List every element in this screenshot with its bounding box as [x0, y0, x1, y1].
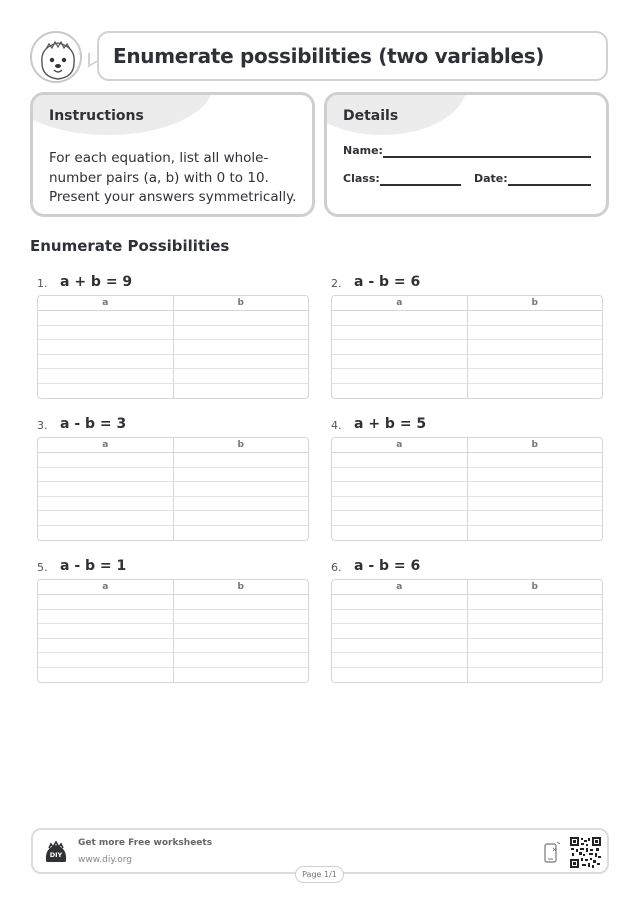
table-row[interactable]: [38, 369, 308, 384]
answer-table[interactable]: [331, 579, 603, 683]
diy-logo-icon: [43, 840, 69, 866]
table-row[interactable]: [332, 624, 602, 639]
column-header-a: a: [396, 298, 403, 308]
class-label: Class:: [343, 172, 380, 185]
problem-number: 3.: [37, 419, 48, 432]
column-header-b: b: [467, 296, 603, 310]
phone-icon: [543, 840, 561, 864]
table-row[interactable]: [332, 497, 602, 512]
class-field[interactable]: [380, 184, 461, 186]
table-row[interactable]: [332, 453, 602, 468]
problem-equation: a + b = 9: [60, 274, 133, 290]
table-row[interactable]: [38, 653, 308, 668]
table-row[interactable]: [38, 595, 308, 610]
table-row[interactable]: [38, 384, 308, 399]
section-title: Enumerate Possibilities: [30, 237, 230, 255]
problem-equation: a - b = 6: [354, 274, 421, 290]
date-label: Date:: [474, 172, 508, 185]
answer-table[interactable]: [37, 579, 309, 683]
table-row[interactable]: [332, 526, 602, 541]
problem-number: 6.: [331, 561, 342, 574]
column-header-b: b: [467, 438, 603, 452]
answer-table[interactable]: [331, 295, 603, 399]
name-label: Name:: [343, 144, 383, 157]
column-header-a: a: [396, 582, 403, 592]
table-row[interactable]: [38, 668, 308, 683]
column-header-b: b: [173, 580, 309, 594]
table-row[interactable]: [38, 311, 308, 326]
problem-number: 2.: [331, 277, 342, 290]
instructions-heading: Instructions: [49, 108, 144, 124]
date-field[interactable]: [508, 184, 591, 186]
answer-table[interactable]: [331, 437, 603, 541]
table-row[interactable]: [38, 453, 308, 468]
table-row[interactable]: [38, 610, 308, 625]
table-row[interactable]: [38, 511, 308, 526]
column-header-b: b: [173, 296, 309, 310]
table-row[interactable]: [332, 311, 602, 326]
column-header-a: a: [102, 298, 109, 308]
problem-equation: a + b = 5: [354, 416, 427, 432]
column-header-a: a: [396, 440, 403, 450]
problem-number: 4.: [331, 419, 342, 432]
problem-equation: a - b = 6: [354, 558, 421, 574]
table-row[interactable]: [332, 595, 602, 610]
table-row[interactable]: [332, 511, 602, 526]
table-row[interactable]: [38, 340, 308, 355]
table-row[interactable]: [332, 326, 602, 341]
problem-equation: a - b = 3: [60, 416, 127, 432]
table-row[interactable]: [332, 468, 602, 483]
page-title: Enumerate possibilities (two variables): [113, 44, 545, 68]
table-row[interactable]: [332, 653, 602, 668]
details-heading: Details: [343, 108, 399, 124]
problem-equation: a - b = 1: [60, 558, 127, 574]
instructions-text: For each equation, list all whole-number pairs (a, b) with 0 to 10. Present your answers symmetrically.: [49, 150, 297, 205]
instructions-card: [30, 92, 315, 217]
table-row[interactable]: [38, 526, 308, 541]
column-header-b: b: [467, 580, 603, 594]
page-number-badge: Page 1/1: [295, 866, 344, 883]
problem-number: 1.: [37, 277, 48, 290]
table-row[interactable]: [332, 482, 602, 497]
table-row[interactable]: [332, 369, 602, 384]
table-row[interactable]: [38, 482, 308, 497]
table-row[interactable]: [332, 668, 602, 683]
qr-code-icon[interactable]: [570, 837, 601, 868]
svg-text:DIY: DIY: [49, 851, 63, 859]
answer-table[interactable]: [37, 295, 309, 399]
problem-number: 5.: [37, 561, 48, 574]
table-row[interactable]: [38, 355, 308, 370]
details-card: [324, 92, 609, 217]
name-field[interactable]: [383, 156, 591, 158]
table-row[interactable]: [332, 610, 602, 625]
footer-site-link[interactable]: www.diy.org: [78, 855, 132, 865]
table-row[interactable]: [332, 355, 602, 370]
mascot-avatar-icon: [30, 31, 82, 83]
column-header-b: b: [173, 438, 309, 452]
table-row[interactable]: [38, 326, 308, 341]
title-bubble: [97, 31, 608, 81]
table-row[interactable]: [332, 384, 602, 399]
table-row[interactable]: [38, 468, 308, 483]
footer-promo-text: Get more Free worksheets: [78, 838, 213, 848]
table-row[interactable]: [332, 639, 602, 654]
table-row[interactable]: [38, 497, 308, 512]
table-row[interactable]: [332, 340, 602, 355]
table-row[interactable]: [38, 624, 308, 639]
table-row[interactable]: [38, 639, 308, 654]
column-header-a: a: [102, 582, 109, 592]
answer-table[interactable]: [37, 437, 309, 541]
column-header-a: a: [102, 440, 109, 450]
